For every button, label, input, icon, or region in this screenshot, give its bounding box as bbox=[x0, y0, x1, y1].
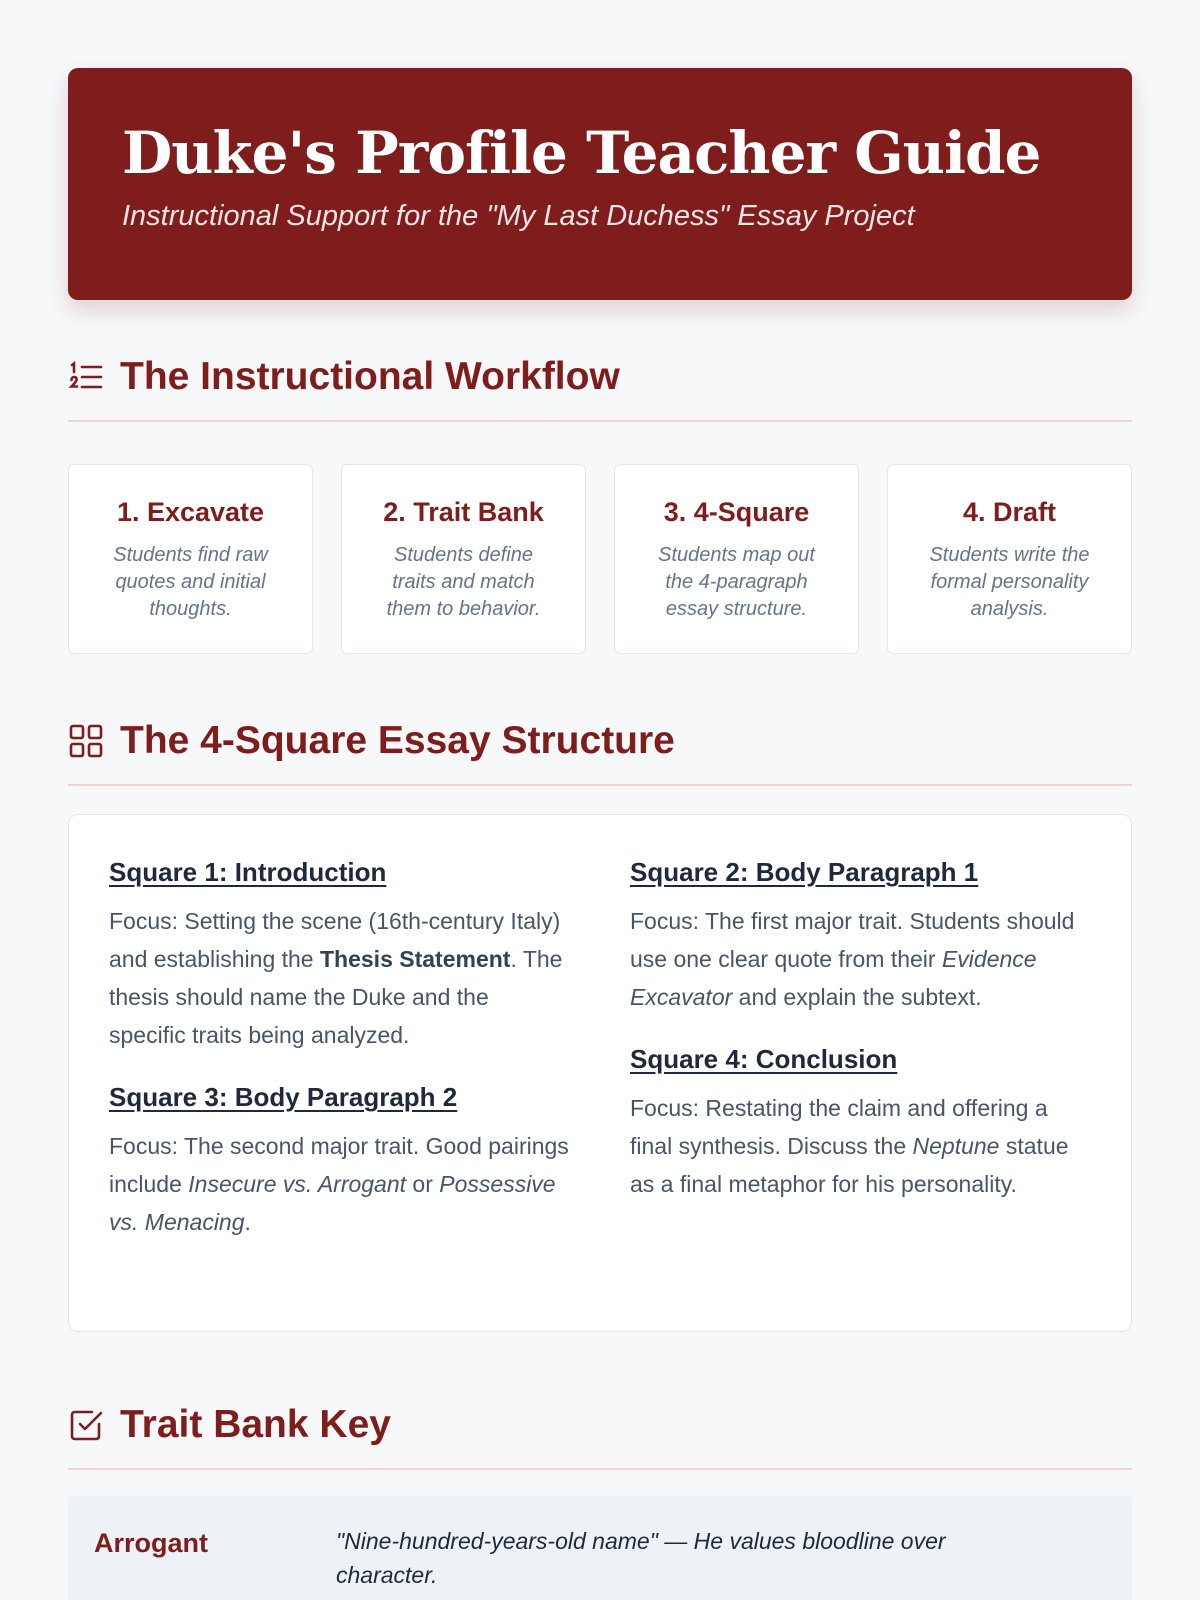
four-square-left-column bbox=[109, 857, 570, 1331]
square-text: Focus: The first major trait. Students should use one clear quote from their Evidence Excavator and explain the subtext. bbox=[630, 908, 1075, 1010]
step-description: Students find raw quotes and initial thoughts. bbox=[113, 544, 268, 620]
traitbank-heading: Trait Bank Key bbox=[120, 1403, 391, 1446]
square-text: Focus: Setting the scene (16th-century Italy) and establishing the Thesis Statement. The thesis should name the Duke and the specific traits being analyzed. bbox=[109, 908, 563, 1048]
workflow-heading: The Instructional Workflow bbox=[120, 355, 620, 398]
step-description: Students write the formal personality analysis. bbox=[929, 544, 1090, 620]
traitbank-section-header bbox=[68, 1404, 1132, 1470]
workflow-step-draft bbox=[887, 464, 1132, 654]
workflow-step-trait-bank bbox=[341, 464, 586, 654]
checkbox-icon bbox=[68, 1407, 104, 1443]
trait-name: Arrogant bbox=[94, 1528, 208, 1558]
square-title: Square 3: Body Paragraph 2 bbox=[109, 1082, 458, 1112]
trait-row bbox=[68, 1496, 1132, 1600]
numbered-list-icon bbox=[68, 359, 104, 395]
step-description: Students map out the 4-paragraph essay structure. bbox=[658, 544, 815, 620]
step-title: 1. Excavate bbox=[116, 497, 265, 527]
structure-heading: The 4-Square Essay Structure bbox=[120, 719, 675, 762]
page-subtitle: Instructional Support for the "My Last Duchess" Essay Project bbox=[122, 199, 915, 232]
page-title: Duke's Profile Teacher Guide bbox=[122, 119, 1041, 187]
step-title: 3. 4-Square bbox=[663, 497, 810, 527]
four-square-right-column bbox=[630, 857, 1091, 1331]
step-title: 4. Draft bbox=[962, 497, 1057, 527]
four-square-card bbox=[68, 814, 1132, 1332]
trait-evidence: "Nine-hundred-years-old name" — He values bloodline over character. bbox=[336, 1528, 946, 1588]
square-text: Focus: The second major trait. Good pairings include Insecure vs. Arrogant or Possessive vs. Menacing. bbox=[109, 1133, 569, 1235]
workflow-step-4-square bbox=[614, 464, 859, 654]
workflow-steps bbox=[68, 464, 1132, 654]
step-description: Students define traits and match them to behavior. bbox=[386, 544, 541, 620]
workflow-step-excavate bbox=[68, 464, 313, 654]
square-title: Square 4: Conclusion bbox=[630, 1044, 898, 1074]
square-introduction bbox=[109, 857, 570, 1054]
structure-section-header bbox=[68, 720, 1132, 786]
step-title: 2. Trait Bank bbox=[383, 497, 544, 527]
workflow-section-header bbox=[68, 356, 1132, 422]
grid-icon bbox=[68, 723, 104, 759]
square-body-paragraph-1 bbox=[630, 857, 1091, 1016]
square-conclusion bbox=[630, 1044, 1091, 1203]
square-title: Square 2: Body Paragraph 1 bbox=[630, 857, 979, 887]
square-text: Focus: Restating the claim and offering a final synthesis. Discuss the Neptune statue as a final metaphor for his personality. bbox=[630, 1095, 1069, 1197]
square-title: Square 1: Introduction bbox=[109, 857, 387, 887]
header-banner bbox=[68, 68, 1132, 300]
square-body-paragraph-2 bbox=[109, 1082, 570, 1241]
